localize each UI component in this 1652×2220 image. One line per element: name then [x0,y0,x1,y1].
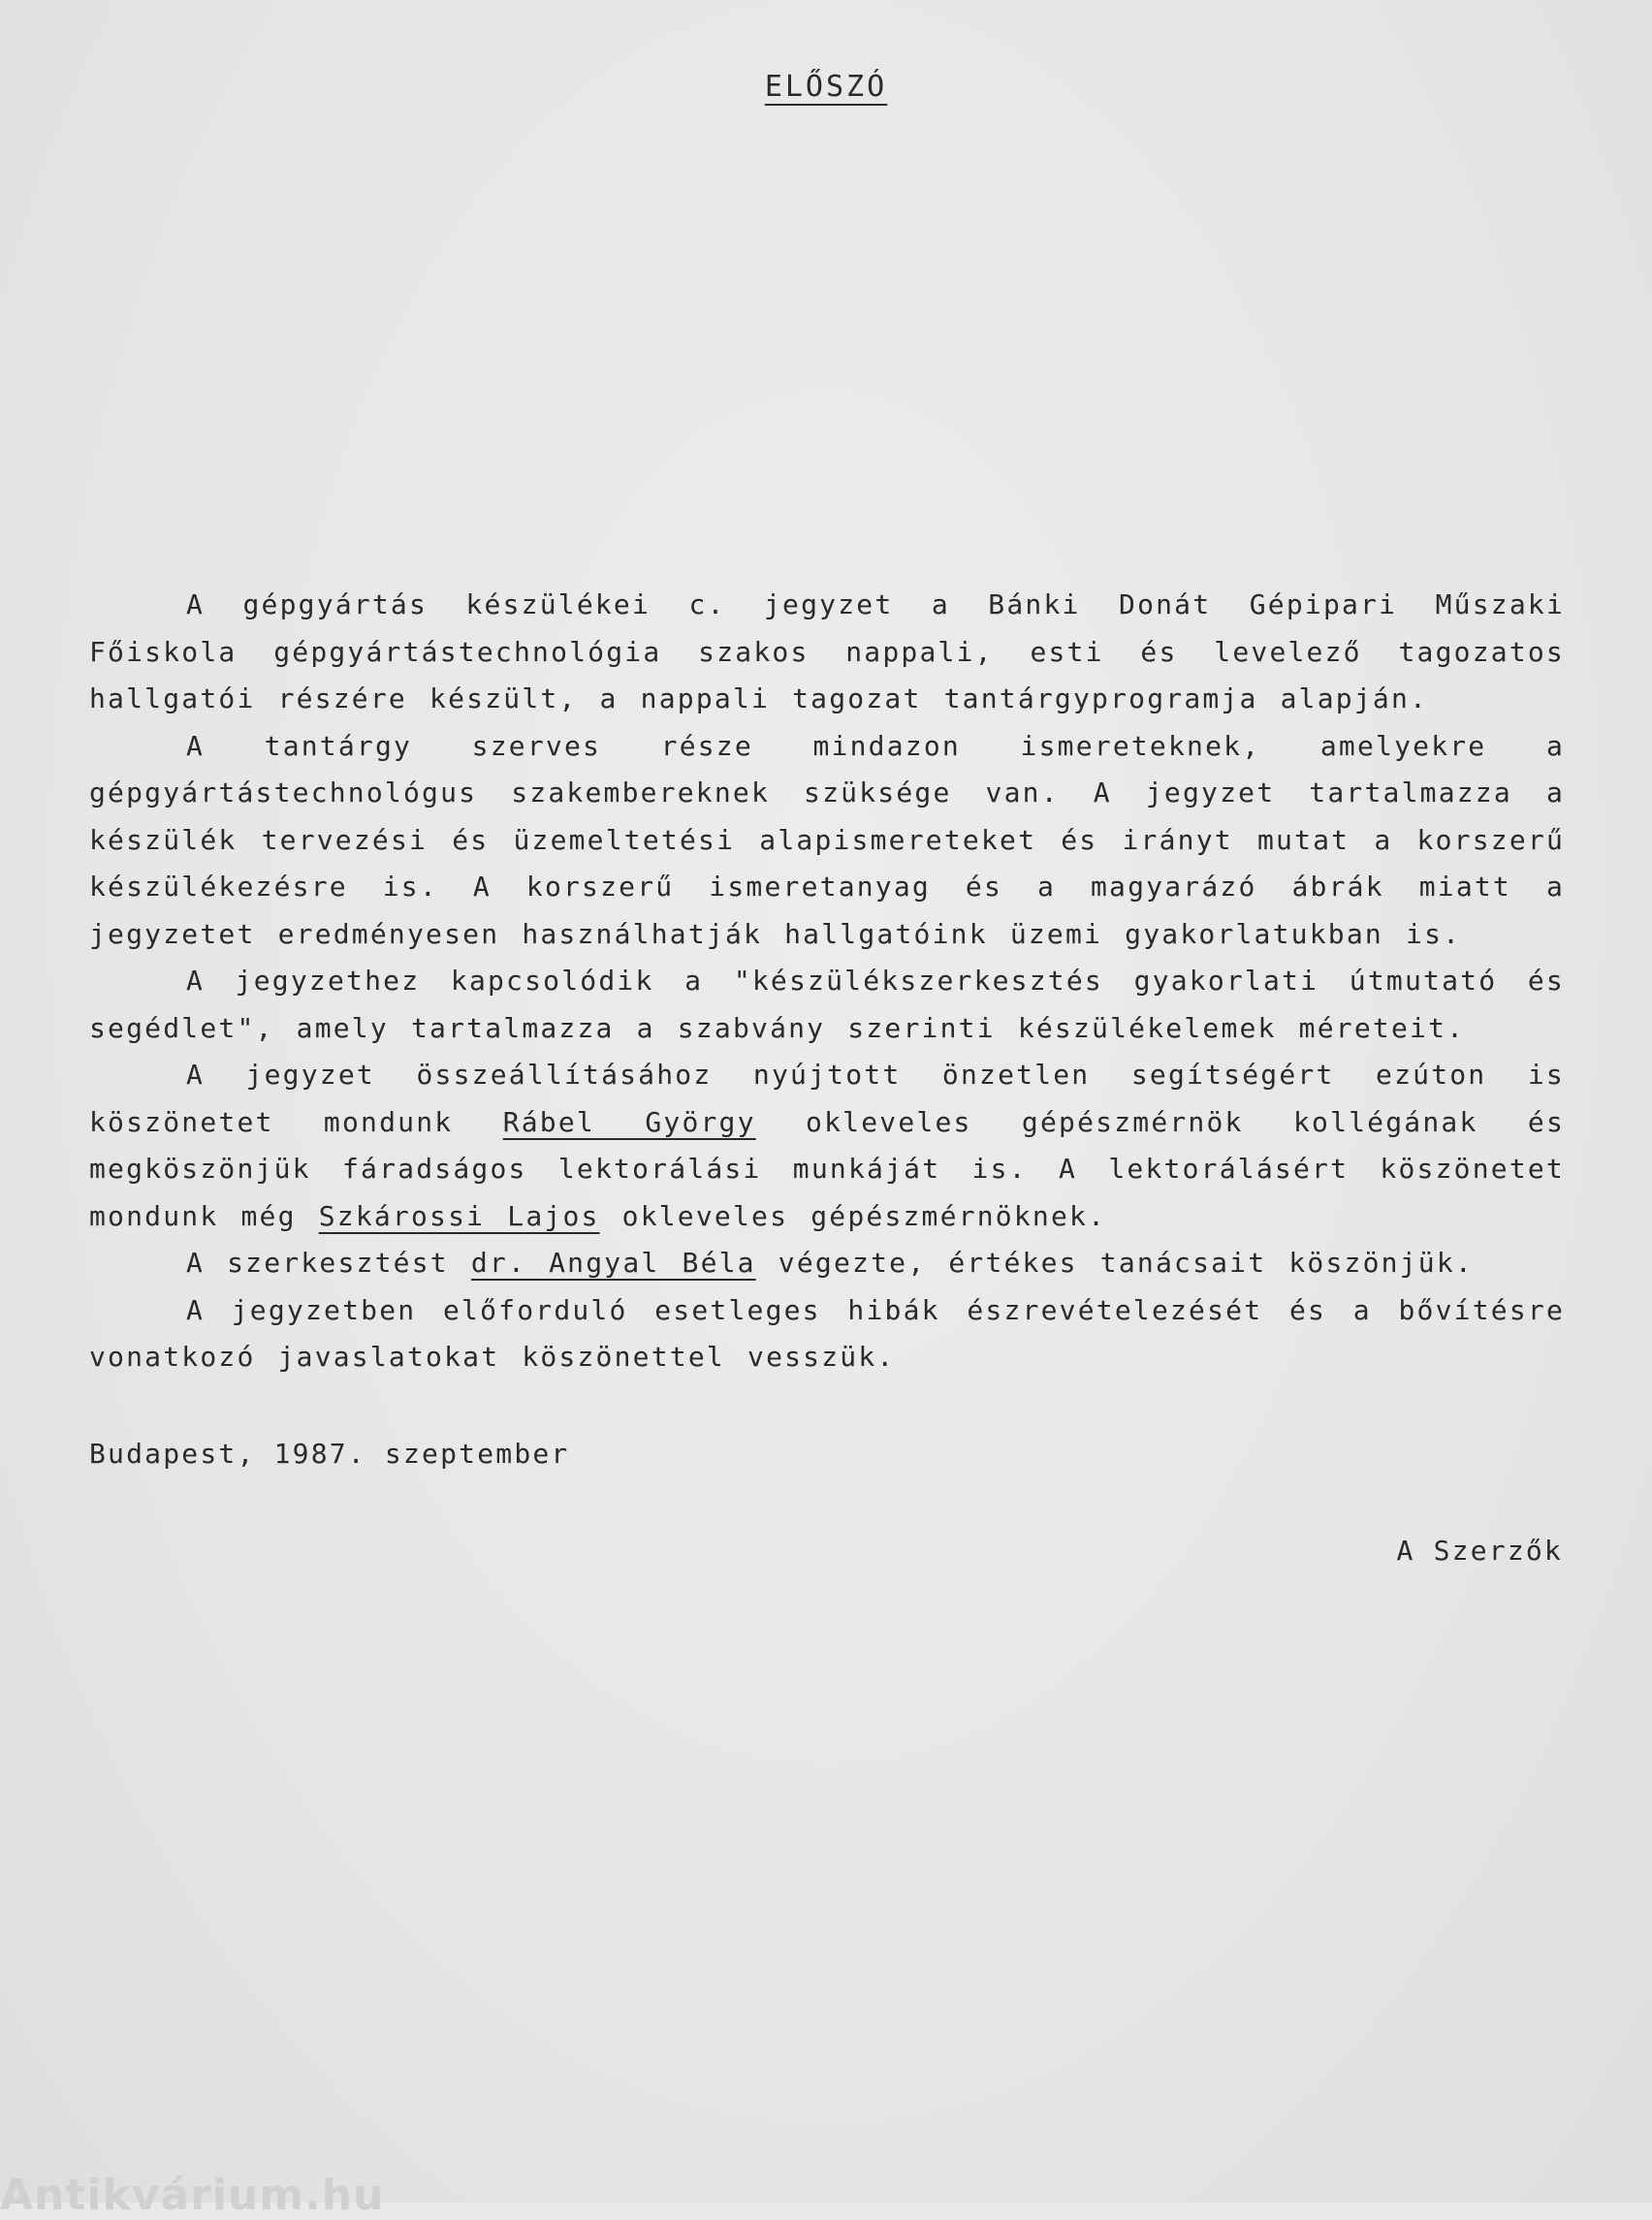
dateline: Budapest, 1987. szeptember [89,1438,570,1470]
paragraph [89,582,1565,723]
watermark: Antikvárium.hu [0,2171,385,2220]
paragraph-text: A szerkesztést [186,1247,471,1279]
paragraph-text: A jegyzethez kapcsolódik a "készülékszerkesztés gyakorlati útmutató és segédlet", amely tartalmazza a szabvány szerinti készülékelemek méreteit. [89,965,1565,1044]
paragraph-text: okleveles gépészmérnöknek. [599,1199,1107,1232]
paragraph-text: A jegyzet összeállításához nyújtott önzetlen segítségért ezúton is köszönetet mondunk [89,1059,1565,1138]
paragraph [89,1240,1565,1287]
underlined-name: dr. Angyal Béla [470,1247,756,1279]
paragraph [89,1287,1565,1381]
paragraph [89,1052,1565,1240]
underlined-name: Rábel György [502,1105,756,1138]
underlined-name: Szkárossi Lajos [318,1199,600,1232]
paragraph [89,723,1565,959]
page-title: ELŐSZÓ [764,70,888,104]
paragraph-text: végezte, értékes tanácsait köszönjük. [755,1247,1474,1279]
paragraph-text: A gépgyártás készülékei c. jegyzet a Bánki Donát Gépipari Műszaki Főiskola gépgyártástechnológia szakos nappali, esti és levelező tagozatos hallgatói részére készült, a nappali tagozat tantárgyprogramja alapján. [89,588,1565,714]
paragraph-text: A tantárgy szerves része mindazon ismereteknek, amelyekre a gépgyártástechnológus szakembereknek szüksége van. A jegyzet tartalmazza a készülék tervezési és üzemeltetési alapismereteket és irányt mutat a korszerű készülékezésre is. A korszerű ismeretanyag és a magyarázó ábrák miatt a jegyzetet eredményesen használhatják hallgatóink üzemi gyakorlatukban is. [89,729,1565,950]
signature: A Szerzők [1396,1535,1563,1567]
preface-body [89,582,1565,1381]
paragraph-text: okleveles gépészmérnök kollégának és megköszönjük fáradságos lektorálási munkáját is. A lektorálásért köszönetet mondunk még [89,1105,1565,1232]
paragraph-text: A jegyzetben előforduló esetleges hibák észrevételezését és a bővítésre vonatkozó javaslatokat köszönettel vesszük. [89,1293,1565,1373]
paragraph [89,958,1565,1052]
